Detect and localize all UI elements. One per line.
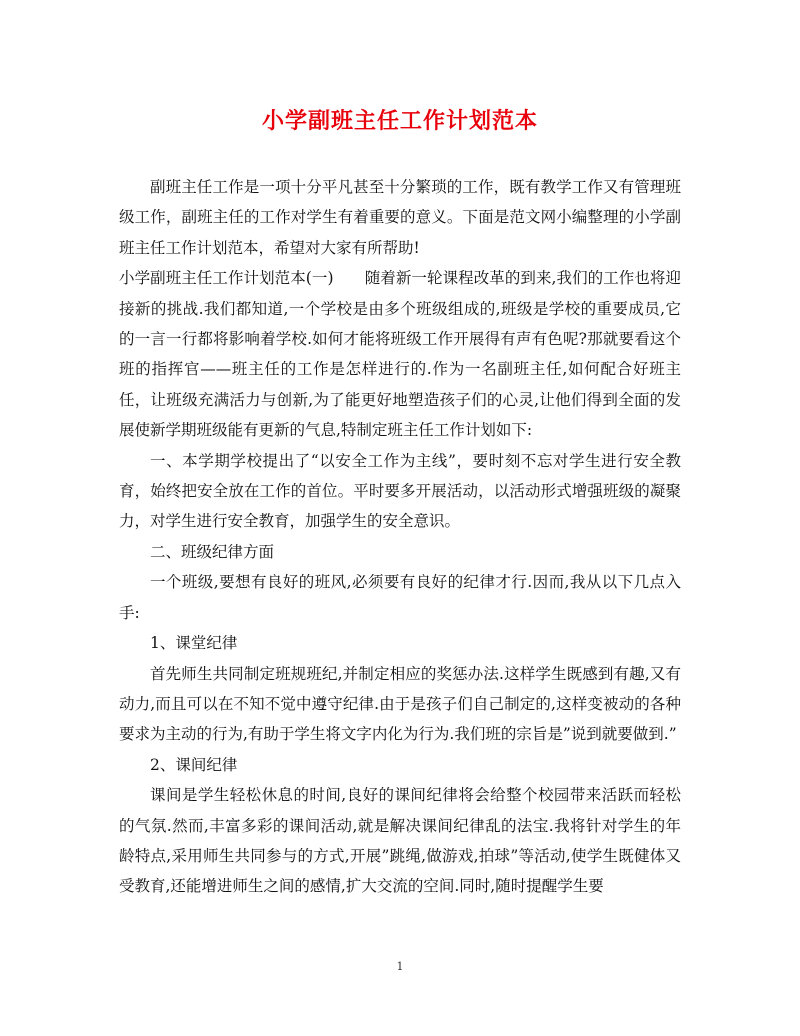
section-one-paragraph: 小学副班主任工作计划范本(一) 随着新一轮课程改革的到来,我们的工作也将迎接新的挑战.我们都知道,一个学校是由多个班级组成的,班级是学校的重要成员,它的一言一行都将影响着学校.如何才能将班级工作开展得有声有色呢?那就要看这个班的指挥官——班主任的工作是怎样进行的.作为一名副班主任,如何配合好班主任，让班级充满活力与创新,为了能更好地塑造孩子们的心灵,让他们得到全面的发展使新学期班级能有更新的气息,特制定班主任工作计划如下: <box>119 269 681 440</box>
page-number: 1 <box>396 960 404 973</box>
classroom-discipline-heading: 1、课堂纪律 <box>150 634 238 653</box>
document-body <box>119 172 681 902</box>
discipline-intro-paragraph: 一个班级,要想有良好的班风,必须要有良好的纪律才行.因而,我从以下几点入手: <box>119 573 681 622</box>
break-discipline-paragraph: 课间是学生轻松休息的时间,良好的课间纪律将会给整个校园带来活跃而轻松的气氛.然而,丰富多彩的课间活动,就是解决课间纪律乱的法宝.我将针对学生的年龄特点,采用师生共同参与的方式,开展”跳绳,做游戏,拍球”等活动,使学生既健体又受教育,还能增进师生之间的感情,扩大交流的空间.同时,随时提醒学生要 <box>119 786 681 896</box>
intro-paragraph: 副班主任工作是一项十分平凡甚至十分繁琐的工作，既有教学工作又有管理班级工作，副班主任的工作对学生有着重要的意义。下面是范文网小编整理的小学副班主任工作计划范本，希望对大家有所帮助! <box>119 178 681 257</box>
break-discipline-heading: 2、课间纪律 <box>150 755 238 774</box>
discipline-heading: 二、班级纪律方面 <box>150 542 275 561</box>
safety-paragraph: 一、本学期学校提出了“以安全工作为主线”，要时刻不忘对学生进行安全教育，始终把安全放在工作的首位。平时要多开展活动，以活动形式增强班级的凝聚力，对学生进行安全教育，加强学生的安全意识。 <box>119 451 681 531</box>
document-title: 小学副班主任工作计划范本 <box>261 108 538 134</box>
classroom-discipline-paragraph: 首先师生共同制定班规班纪,并制定相应的奖惩办法.这样学生既感到有趣,又有动力,而且可以在不知不觉中遵守纪律.由于是孩子们自己制定的,这样变被动的各种要求为主动的行为,有助于学生将文字内化为行为.我们班的宗旨是”说到就要做到.” <box>119 664 681 744</box>
